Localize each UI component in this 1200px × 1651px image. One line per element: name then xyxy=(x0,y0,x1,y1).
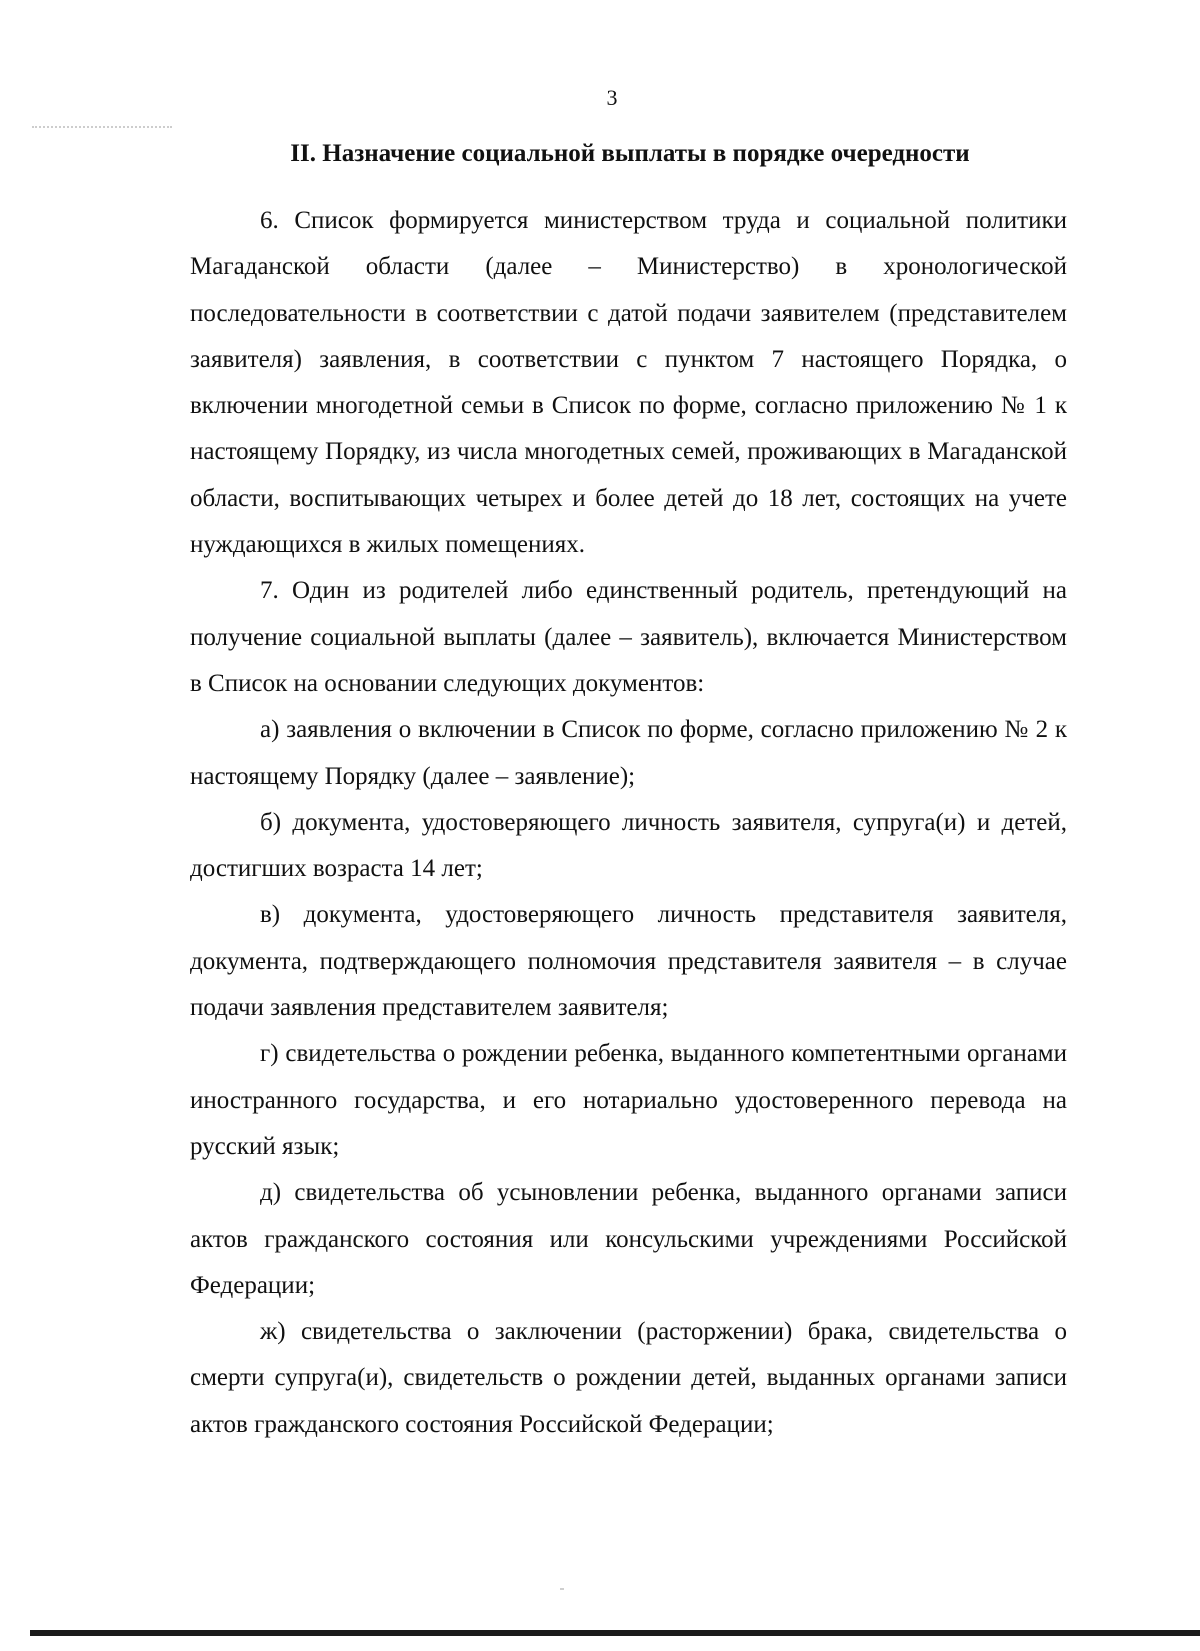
scan-artifact xyxy=(560,1588,564,1590)
list-item-v: в) документа, удостоверяющего личность представителя заявителя, документа, подтверждающего полномочия представителя заявителя – в случае подачи заявления представителем заявителя; xyxy=(190,901,1067,1022)
paragraph-7: 7. Один из родителей либо единственный родитель, претендующий на получение социальной выплаты (далее – заявитель), включается Министерством в Список на основании следующих документов: xyxy=(190,577,1067,697)
scan-artifact xyxy=(32,126,172,131)
document-body xyxy=(190,198,1067,1448)
list-item-d: д) свидетельства об усыновлении ребенка, выданного органами записи актов гражданского состояния или консульскими учреждениями Российской Федерации; xyxy=(190,1179,1067,1299)
list-item-zh: ж) свидетельства о заключении (расторжении) брака, свидетельства о смерти супруга(и), свидетельств о рождении детей, выданных органами записи актов гражданского состояния Российской Федерации; xyxy=(190,1318,1067,1438)
section-title: II. Назначение социальной выплаты в порядке очередности xyxy=(290,140,970,167)
paragraph-6: 6. Список формируется министерством труда и социальной политики Магаданской области (далее – Министерство) в хронологической последовательности в соответствии с датой подачи заявителем (представителем заявителя) заявления, в соответствии с пунктом 7 настоящего Порядка, о включении многодетной семьи в Список по форме, согласно приложению № 1 к настоящему Порядку, из числа многодетных семей, проживающих в Магаданской области, воспитывающих четырех и более детей до 18 лет, состоящих на учете нуждающихся в жилых помещениях. xyxy=(190,207,1067,559)
list-item-g: г) свидетельства о рождении ребенка, выданного компетентными органами иностранного государства, и его нотариально удостоверенного перевода на русский язык; xyxy=(190,1040,1067,1160)
list-item-a: а) заявления о включении в Список по форме, согласно приложению № 2 к настоящему Порядку (далее – заявление); xyxy=(190,716,1067,790)
list-item-b: б) документа, удостоверяющего личность заявителя, супруга(и) и детей, достигших возраста 14 лет; xyxy=(190,808,1067,883)
page-number: 3 xyxy=(606,85,618,110)
page-bottom-edge xyxy=(30,1630,1200,1636)
